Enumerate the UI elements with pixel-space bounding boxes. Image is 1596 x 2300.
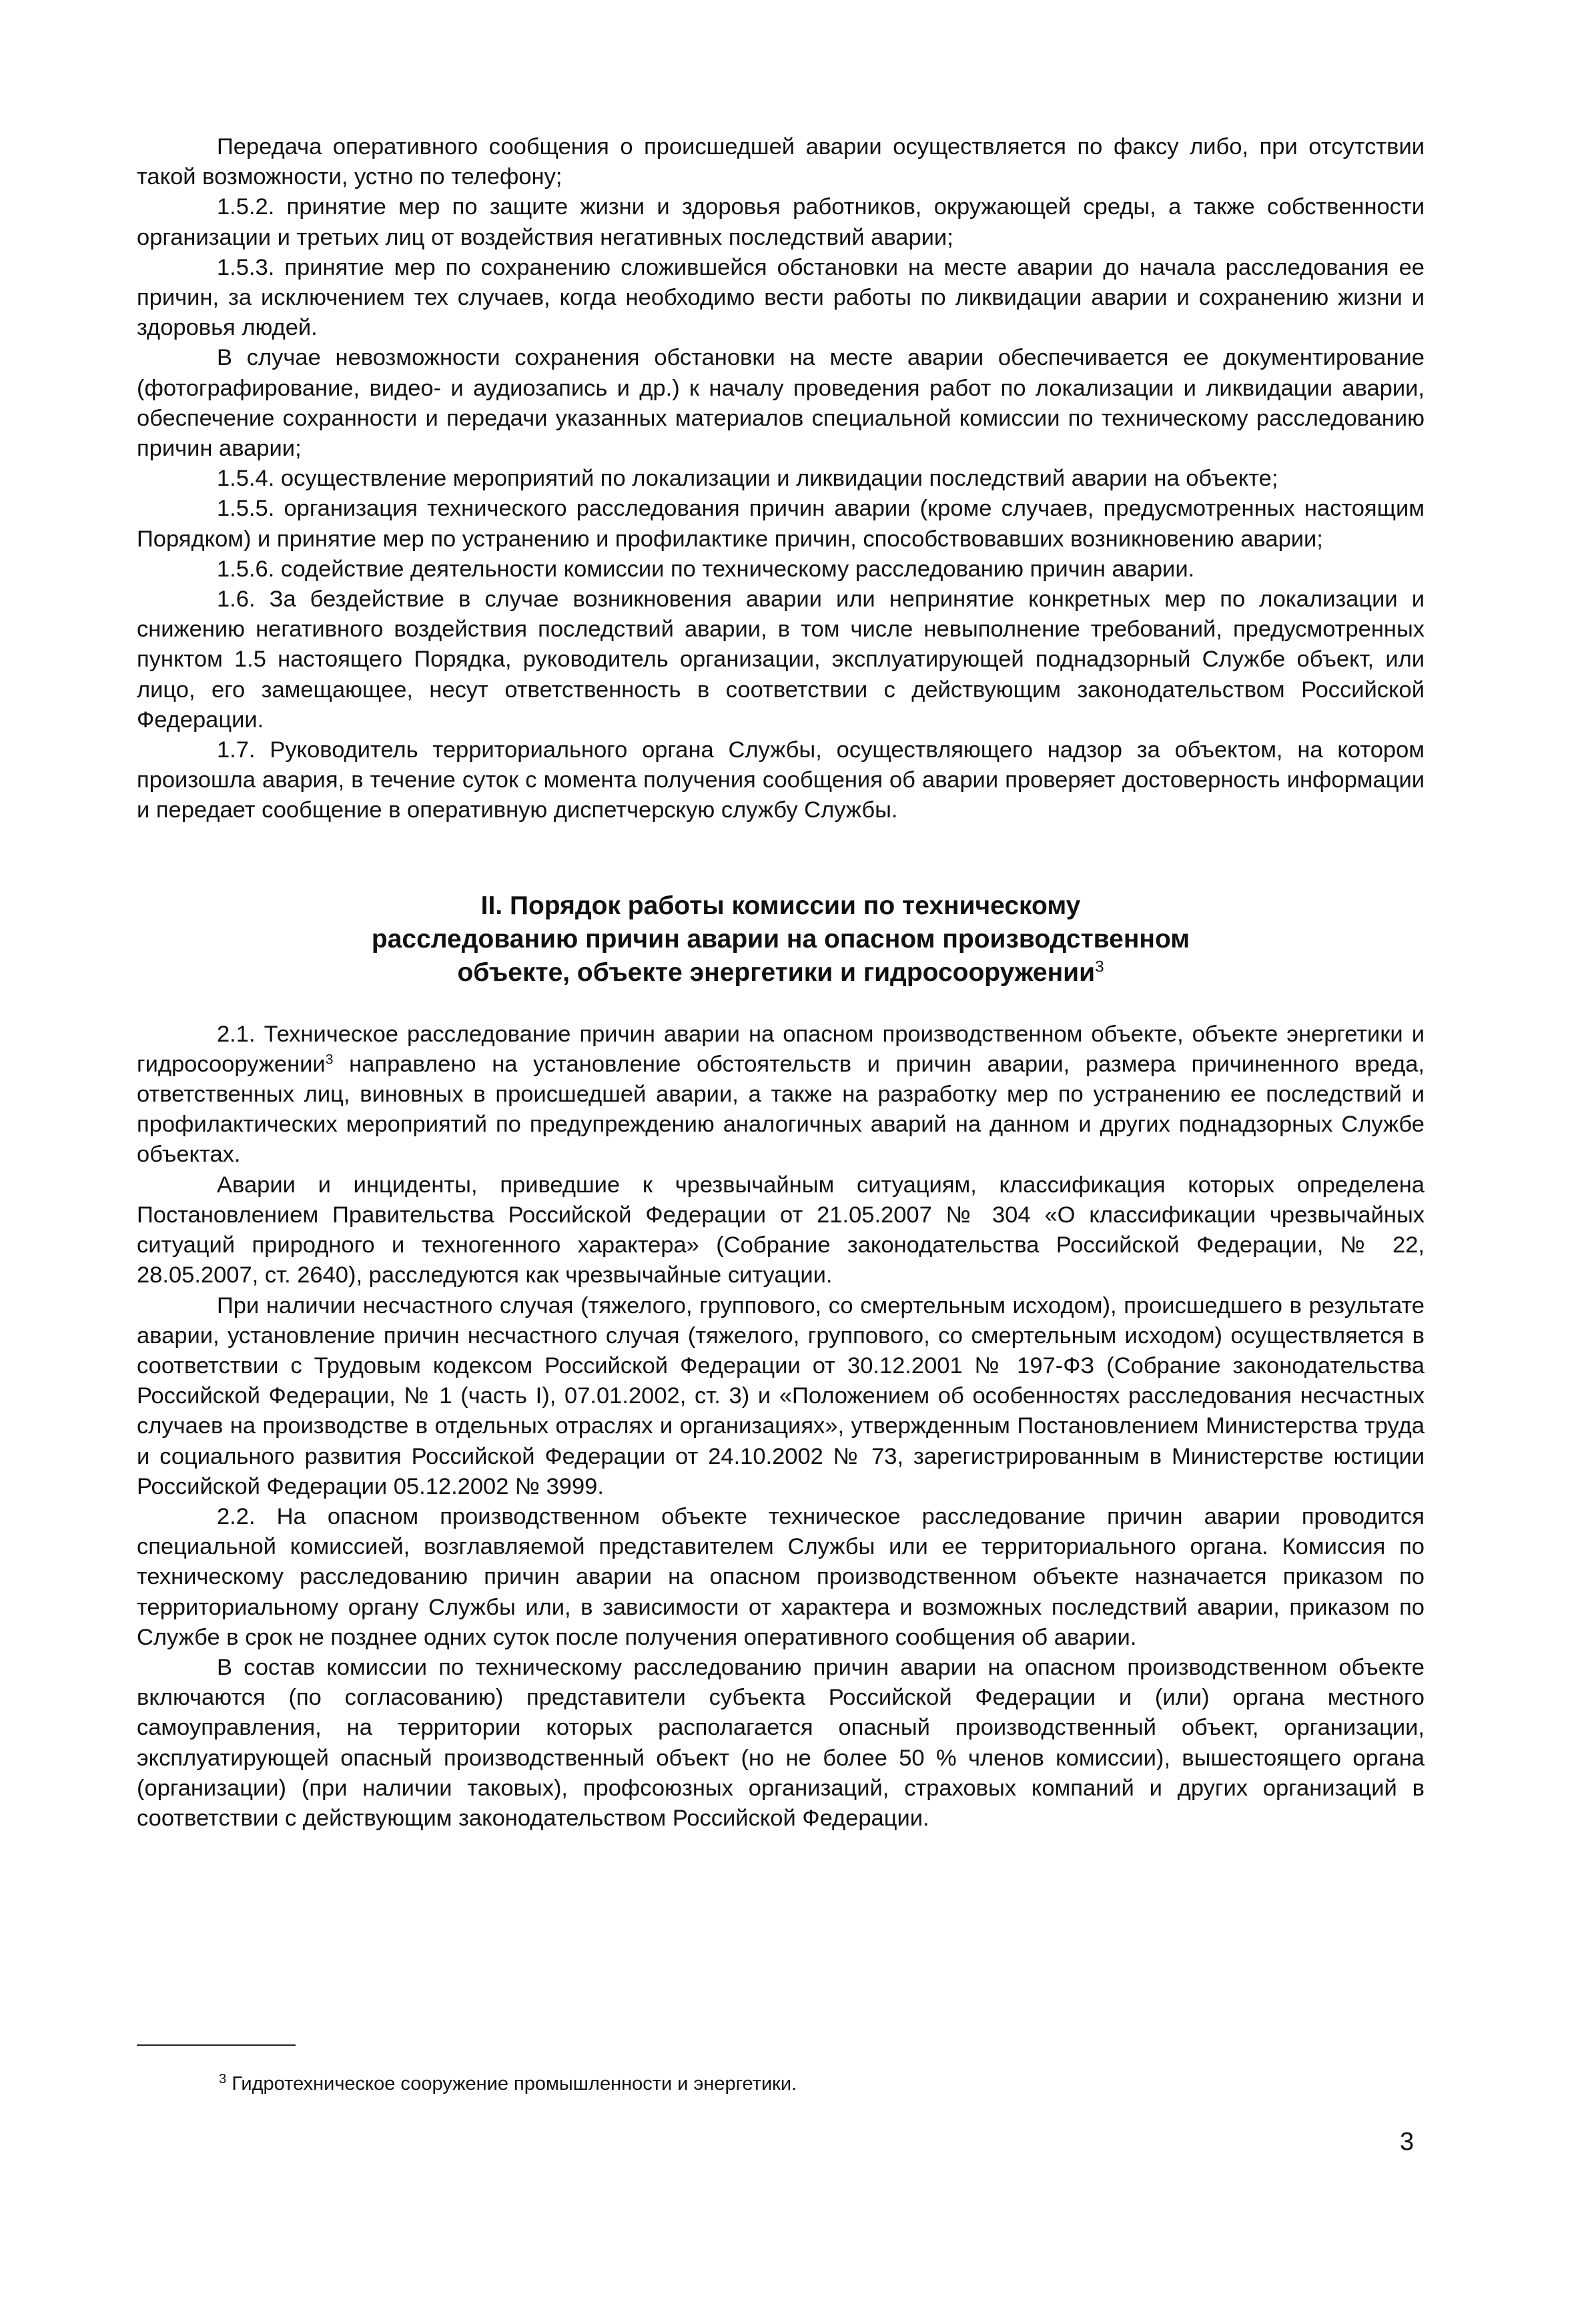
document-page [137, 132, 1425, 1834]
footnote-text: Гидротехническое сооружение промышленности и энергетики. [226, 2073, 797, 2094]
footnote-reference: 3 [325, 1051, 334, 1068]
body-paragraph: 1.6. За бездействие в случае возникновения аварии или непринятие конкретных мер по локализации и снижению негативного воздействия последствий аварии, в том числе невыполнение требований, предусмотренных пунктом 1.5 настоящего Порядка, руководитель организации, эксплуатирующей поднадзорный Службе объект, или лицо, его замещающее, несут ответственность в соответствии с действующим законодательством Российской Федерации. [137, 587, 1425, 733]
section-heading-line: расследованию причин аварии на опасном производственном [371, 924, 1190, 953]
body-paragraph: При наличии несчастного случая (тяжелого, группового, со смертельным исходом), происшедшего в результате аварии, установление причин несчастного случая (тяжелого, группового, со смертельным исходом) осуществляется в соответствии с Трудовым кодексом Российской Федерации от 30.12.2001 № 197-ФЗ (Собрание законодательства Российской Федерации, № 1 (часть I), 07.01.2002, ст. 3) и «Положением об особенностях расследования несчастных случаев на производстве в отдельных отраслях и организациях», утвержденным Постановлением Министерства труда и социального развития Российской Федерации от 24.10.2002 № 73, зарегистрированным в Министерстве юстиции Российской Федерации 05.12.2002 № 3999. [137, 1292, 1425, 1499]
body-paragraph: 1.5.2. принятие мер по защите жизни и здоровья работников, окружающей среды, а также собственности организации и третьих лиц от воздействия негативных последствий аварии; [137, 194, 1425, 250]
body-paragraph: 2.2. На опасном производственном объекте техническое расследование причин аварии проводится специальной комиссией, возглавляемой представителем Службы или ее территориального органа. Комиссия по техническому расследованию причин аварии на опасном производственном объекте назначается приказом по территориальному органу Службы или, в зависимости от характера и возможных последствий аварии, приказом по Службе в срок не позднее одних суток после получения оперативного сообщения об аварии. [137, 1503, 1425, 1650]
body-paragraph [137, 1020, 1425, 1170]
body-paragraph: 1.5.6. содействие деятельности комиссии по техническому расследованию причин аварии. [217, 556, 1195, 582]
body-paragraph: В состав комиссии по техническому расследованию причин аварии на опасном производственном объекте включаются (по согласованию) представители субъекта Российской Федерации и (или) органа местного самоуправления, на территории которых располагается опасный производственный объект, организации, эксплуатирующей опасный производственный объект (но не более 50 % членов комиссии), вышестоящего органа (организации) (при наличии таковых), профсоюзных организаций, страховых компаний и других организаций в соответствии с действующим законодательством Российской Федерации. [137, 1654, 1425, 1831]
footnote-mark: 3 [219, 2071, 227, 2086]
section-heading-line: II. Порядок работы комиссии по техническому [480, 891, 1081, 920]
body-paragraph: 1.5.5. организация технического расследования причин аварии (кроме случаев, предусмотренных настоящим Порядком) и принятие мер по устранению и профилактике причин, способствовавших возникновению аварии; [137, 496, 1425, 552]
footnote-separator [137, 2044, 296, 2046]
section-heading [137, 889, 1425, 990]
body-paragraph: Передача оперативного сообщения о происшедшей аварии осуществляется по факсу либо, при отсутствии такой возможности, устно по телефону; [137, 134, 1425, 190]
section-heading-line [137, 956, 1425, 990]
body-paragraph: 1.5.3. принятие мер по сохранению сложившейся обстановки на месте аварии до начала расследования ее причин, за исключением тех случаев, когда необходимо вести работы по ликвидации аварии и сохранению жизни и здоровья людей. [137, 254, 1425, 341]
body-paragraph: В случае невозможности сохранения обстановки на месте аварии обеспечивается ее документирование (фотографирование, видео- и аудиозапись и др.) к началу проведения работ по локализации и ликвидации аварии, обеспечение сохранности и передачи указанных материалов специальной комиссии по техническому расследованию причин аварии; [137, 345, 1425, 462]
footnote-reference: 3 [1095, 957, 1104, 976]
body-paragraph: Аварии и инциденты, приведшие к чрезвычайным ситуациям, классификация которых определена Постановлением Правительства Российской Федерации от 21.05.2007 № 304 «О классификации чрезвычайных ситуаций природного и техногенного характера» (Собрание законодательства Российской Федерации, № 22, 28.05.2007, ст. 2640), расследуются как чрезвычайные ситуации. [137, 1172, 1425, 1288]
body-paragraph: 1.7. Руководитель территориального органа Службы, осуществляющего надзор за объектом, на котором произошла авария, в течение суток с момента получения сообщения об аварии проверяет достоверность информации и передает сообщение в оперативную диспетчерскую службу Службы. [137, 737, 1425, 823]
footnote [219, 2072, 797, 2096]
body-paragraph: 1.5.4. осуществление мероприятий по локализации и ликвидации последствий аварии на объекте; [217, 466, 1278, 492]
paragraph-text: направлено на установление обстоятельств и причин аварии, размера причиненного вреда, ответственных лиц, виновных в происшедшей аварии, а также на разработку мер по устранению ее последствий и профилактических мероприятий по предупреждению аналогичных аварий на данном и других поднадзорных Службе объектах. [137, 1051, 1425, 1168]
page-number: 3 [1400, 2128, 1415, 2156]
section-heading-text: объекте, объекте энергетики и гидросооружении [457, 957, 1096, 987]
paragraph-text: 2.1. Техническое расследование причин аварии на опасном производственном объекте, объекте энергетики и гидросооружении [137, 1021, 1425, 1077]
